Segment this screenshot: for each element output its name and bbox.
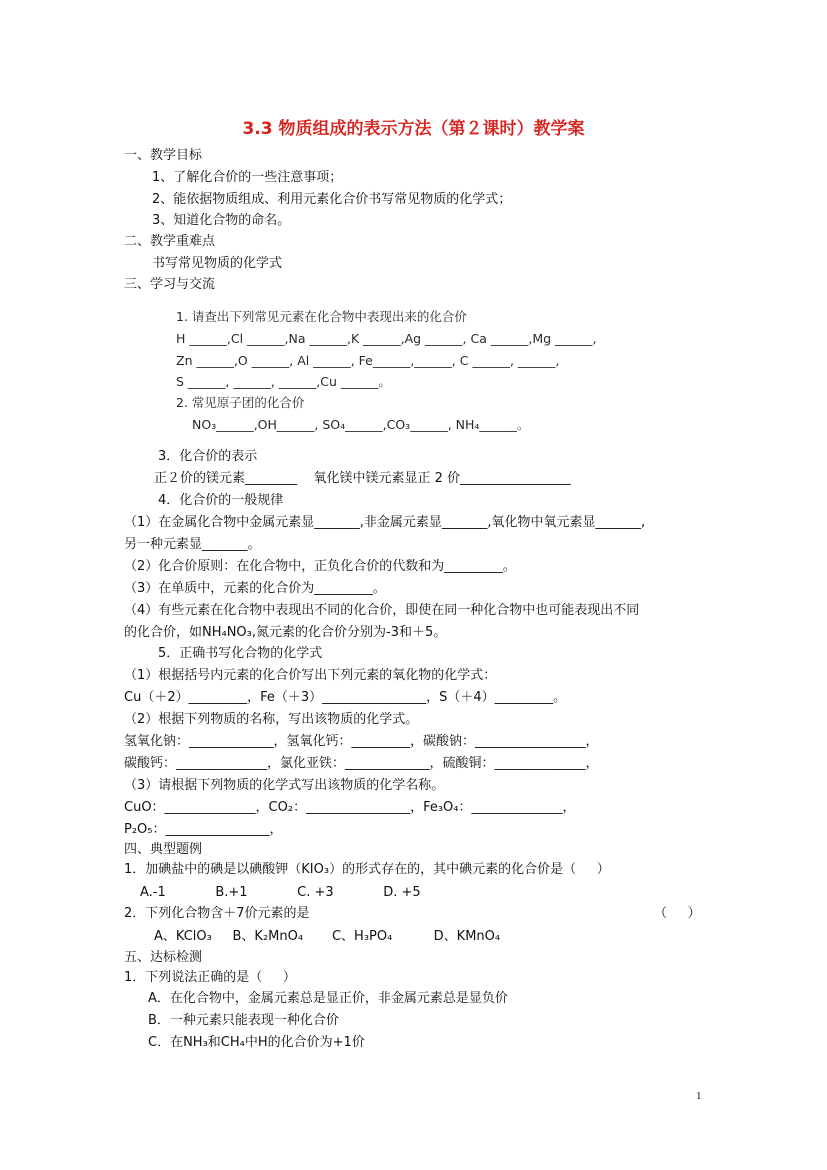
- scanned-line: 1. 请查出下列常见元素在化合物中表现出来的化合价: [176, 309, 467, 324]
- text-line: P₂O₅：________________，: [124, 822, 283, 837]
- section-heading: 一、教学目标: [124, 148, 203, 163]
- text-line: 正２价的镁元素________ 氧化镁中镁元素显正 2 价_________________: [154, 471, 571, 486]
- text-line: Cu（＋2）_________，Fe（＋3）________________，S（＋4）_________。: [124, 690, 567, 705]
- text-line: 碳酸钙：______________，氯化亚铁：_____________，硫酸铜：______________，: [124, 756, 599, 771]
- page-title: 3.3 物质组成的表示方法（第２课时）教学案: [242, 119, 585, 139]
- text-line: 书写常见物质的化学式: [152, 256, 283, 271]
- answer-options: A.-1 B.+1 C. +3 D. +5: [140, 885, 421, 900]
- section-heading: 三、学习与交流: [124, 277, 216, 292]
- text-line: （2）根据下列物质的名称，写出该物质的化学式。: [124, 712, 419, 727]
- text-line: 2．下列化合物含＋7价元素的是: [124, 906, 310, 921]
- text-line: （1）根据括号内元素的化合价写出下列元素的氧化物的化学式：: [124, 668, 497, 683]
- answer-options: B．一种元素只能表现一种化合价: [148, 1013, 339, 1028]
- scanned-line: 2. 常见原子团的化合价: [176, 395, 305, 410]
- scanned-line: S ______, ______, ______,Cu ______。: [176, 374, 391, 389]
- text-line: 5．正确书写化合物的化学式: [158, 646, 323, 661]
- text-line: （4）有些元素在化合物中表现出不同的化合价，即使在同一种化合物中也可能表现出不同: [124, 603, 640, 618]
- answer-bracket: （ ）: [654, 906, 701, 921]
- page-number: 1: [696, 1090, 702, 1102]
- text-line: （1）在金属化合物中金属元素显_______,非金属元素显_______,氧化物中氧元素显_______,: [124, 515, 646, 530]
- scanned-line: H ______,Cl ______,Na ______,K ______,Ag ______, Ca ______,Mg ______,: [176, 331, 597, 346]
- text-line: 的化合价，如NH₄NO₃,氮元素的化合价分别为-3和＋5。: [124, 625, 447, 640]
- text-line: 氢氧化钠：_____________，氢氧化钙：_________，碳酸钠：_________________，: [124, 734, 599, 749]
- text-line: 1．下列说法正确的是（ ）: [124, 970, 296, 985]
- text-line: 3、知道化合物的命名。: [152, 213, 291, 228]
- text-line: CuO：______________，CO₂：________________，Fe₃O₄：______________，: [124, 800, 576, 815]
- scanned-line: NO₃______,OH______, SO₄______,CO₃______, NH₄______。: [192, 417, 530, 432]
- text-line: 1．加碘盐中的碘是以碘酸钾（KIO₃）的形式存在的，其中碘元素的化合价是（ ）: [124, 862, 610, 877]
- section-heading: 五、达标检测: [124, 950, 203, 965]
- text-line: 1、了解化合价的一些注意事项；: [152, 170, 343, 185]
- answer-options: A．在化合物中，金属元素总是显正价，非金属元素总是显负价: [148, 991, 508, 1006]
- scanned-line: Zn ______,O ______, Al ______, Fe______,______, C ______, ______,: [176, 353, 560, 368]
- text-line: 3．化合价的表示: [158, 449, 258, 464]
- answer-options: C．在NH₃和CH₄中H的化合价为+1价: [148, 1035, 365, 1050]
- text-line: 4．化合价的一般规律: [158, 493, 284, 508]
- text-line: （2）化合价原则：在化合物中，正负化合价的代数和为_________。: [124, 559, 516, 574]
- section-heading: 四、典型题例: [124, 842, 203, 857]
- section-heading: 二、教学重难点: [124, 234, 216, 249]
- text-line: （3）在单质中，元素的化合价为_________。: [124, 581, 386, 596]
- text-line: 另一种元素显_______。: [124, 537, 261, 552]
- answer-options: A、KClO₃ B、K₂MnO₄ C、H₃PO₄ D、KMnO₄: [154, 929, 501, 944]
- text-line: （3）请根据下列物质的化学式写出该物质的化学名称。: [124, 778, 445, 793]
- text-line: 2、能依据物质组成、利用元素化合价书写常见物质的化学式；: [152, 192, 512, 207]
